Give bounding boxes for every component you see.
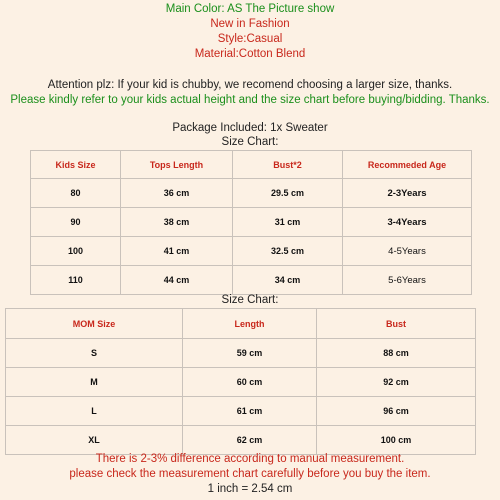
mom-header-length: Length	[183, 309, 317, 339]
table-row	[6, 339, 476, 368]
kids-age-cell: 5-6Years	[343, 266, 472, 295]
mom-bust-cell: 96 cm	[317, 397, 476, 426]
kids-age-cell: 2-3Years	[343, 179, 472, 208]
package-included: Package Included: 1x Sweater	[172, 122, 328, 134]
mom-size-cell: L	[6, 397, 183, 426]
mom-size-cell: XL	[6, 426, 183, 455]
attention-notice: Attention plz: If your kid is chubby, we recomend choosing a larger size, thanks.	[47, 79, 453, 91]
mom-length-cell: 60 cm	[183, 368, 317, 397]
mom-header-bust: Bust	[317, 309, 476, 339]
table-row	[31, 266, 472, 295]
kids-size-cell: 80	[31, 179, 121, 208]
mom-length-cell: 59 cm	[183, 339, 317, 368]
kids-length-cell: 36 cm	[121, 179, 233, 208]
kids-size-cell: 110	[31, 266, 121, 295]
main-color-line: Main Color: AS The Picture show	[165, 3, 335, 15]
kids-bust-cell: 29.5 cm	[233, 179, 343, 208]
table-row	[6, 397, 476, 426]
table-row	[31, 237, 472, 266]
kids-header-size: Kids Size	[31, 151, 121, 179]
difference-note: There is 2-3% difference according to manual measurement.	[95, 453, 405, 465]
mom-size-cell: M	[6, 368, 183, 397]
kids-size-table	[30, 150, 472, 295]
kids-header-bust: Bust*2	[233, 151, 343, 179]
kids-size-cell: 90	[31, 208, 121, 237]
table-row	[6, 368, 476, 397]
mom-length-cell: 61 cm	[183, 397, 317, 426]
size-chart-label-kids: Size Chart:	[221, 136, 279, 148]
mom-bust-cell: 92 cm	[317, 368, 476, 397]
kids-header-length: Tops Length	[121, 151, 233, 179]
mom-table-header-row	[6, 309, 476, 339]
mom-bust-cell: 88 cm	[317, 339, 476, 368]
kids-bust-cell: 32.5 cm	[233, 237, 343, 266]
kids-length-cell: 38 cm	[121, 208, 233, 237]
kids-age-cell: 3-4Years	[343, 208, 472, 237]
new-fashion-line: New in Fashion	[210, 18, 290, 30]
kids-table-header-row	[31, 151, 472, 179]
kids-size-cell: 100	[31, 237, 121, 266]
material-line: Material:Cotton Blend	[194, 48, 306, 60]
mom-size-cell: S	[6, 339, 183, 368]
table-row	[31, 208, 472, 237]
size-chart-label-mom: Size Chart:	[221, 294, 279, 306]
kids-length-cell: 41 cm	[121, 237, 233, 266]
kids-age-cell: 4-5Years	[343, 237, 472, 266]
kids-header-age: Recommeded Age	[343, 151, 472, 179]
mom-header-size: MOM Size	[6, 309, 183, 339]
inch-conversion: 1 inch = 2.54 cm	[207, 483, 293, 495]
kids-length-cell: 44 cm	[121, 266, 233, 295]
mom-length-cell: 62 cm	[183, 426, 317, 455]
check-note: please check the measurement chart carefully before you buy the item.	[69, 468, 431, 480]
style-line: Style:Casual	[217, 33, 283, 45]
table-row	[31, 179, 472, 208]
kids-bust-cell: 31 cm	[233, 208, 343, 237]
mom-bust-cell: 100 cm	[317, 426, 476, 455]
refer-notice: Please kindly refer to your kids actual height and the size chart before buying/bidding. Thanks.	[10, 94, 490, 106]
table-row	[6, 426, 476, 455]
kids-bust-cell: 34 cm	[233, 266, 343, 295]
mom-size-table	[5, 308, 476, 455]
